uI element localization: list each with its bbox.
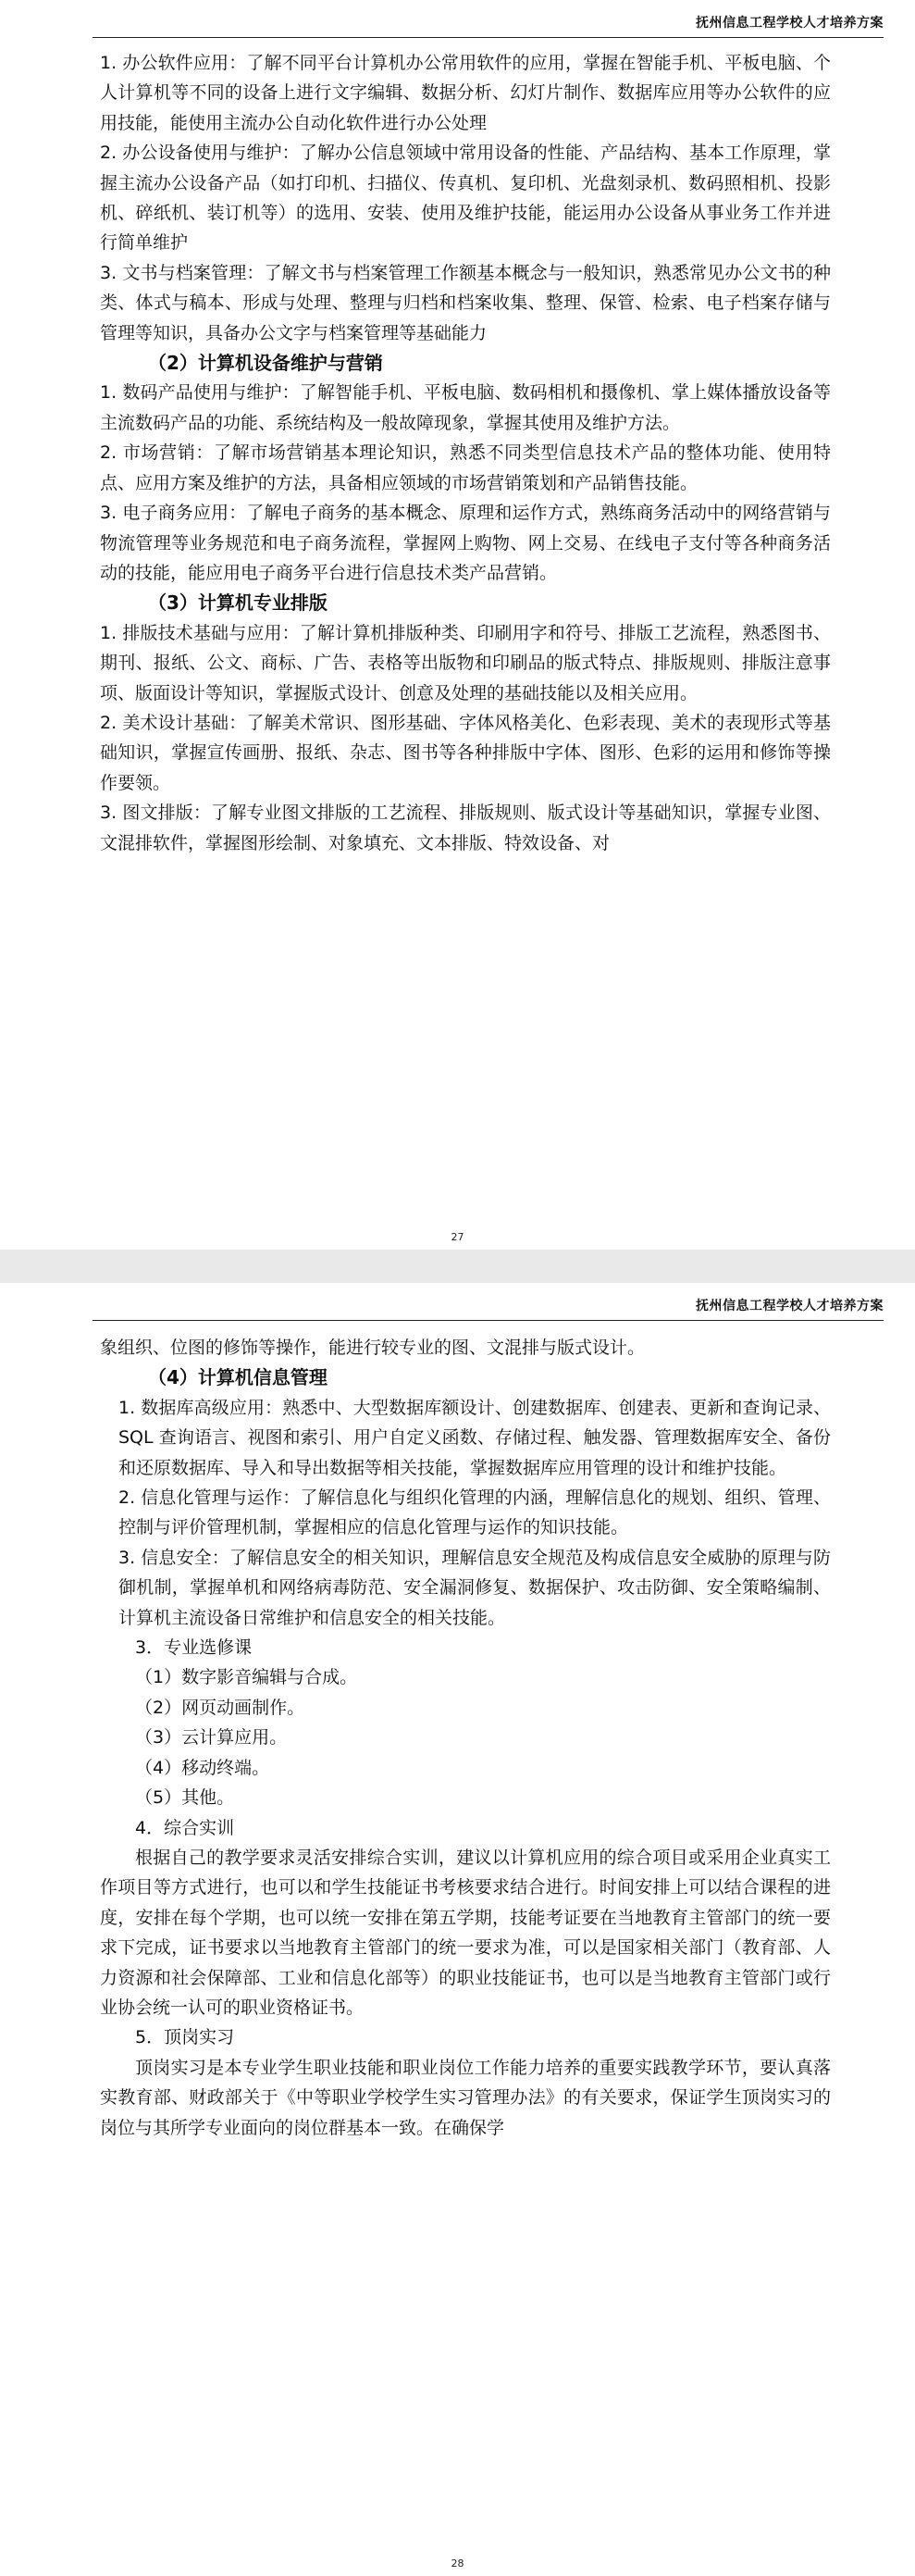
elective-item: （2）网页动画制作。 [135, 1697, 305, 1718]
page-content [100, 48, 831, 858]
document-page-28 [0, 1283, 915, 2576]
list-item: 3. 文书与档案管理：了解文书与档案管理工作额基本概念与一般知识，熟悉常见办公文书的种类、体式与稿本、形成与处理、整理与归档和档案收集、整理、保管、检索、电子档案存储与管理等知识，具备办公文字与档案管理等基础能力 [100, 262, 831, 343]
running-header: 抚州信息工程学校人才培养方案 [696, 16, 884, 31]
list-item: 2. 办公设备使用与维护：了解办公信息领域中常用设备的性能、产品结构、基本工作原理，掌握主流办公设备产品（如打印机、扫描仪、传真机、复印机、光盘刻录机、数码照相机、投影机、碎纸机、装订机等）的选用、安装、使用及维护技能，能运用办公设备从事业务工作并进行简单维护 [100, 143, 831, 254]
section-heading: （3）计算机专业排版 [148, 591, 328, 615]
page-content [100, 1333, 831, 2143]
document-page-27 [0, 0, 915, 1250]
list-item: 1. 排版技术基础与应用：了解计算机排版种类、印刷用字和符号、排版工艺流程，熟悉图书、期刊、报纸、公文、商标、广告、表格等出版物和印刷品的版式特点、排版规则、排版注意事项、版面设计等知识，掌握版式设计、创意及处理的基础技能以及相关应用。 [100, 622, 831, 703]
running-header: 抚州信息工程学校人才培养方案 [696, 1299, 884, 1313]
elective-item: （5）其他。 [135, 1787, 235, 1809]
list-item: 3. 电子商务应用：了解电子商务的基本概念、原理和运作方式，熟练商务活动中的网络营销与物流管理等业务规范和电子商务流程，掌握网上购物、网上交易、在线电子支付等各种商务活动的技能，能应用电子商务平台进行信息技术类产品营销。 [100, 503, 831, 583]
list-item: 3. 图文排版：了解专业图文排版的工艺流程、排版规则、版式设计等基础知识，掌握专业图、文混排软件，掌握图形绘制、对象填充、文本排版、特效设备、对 [100, 803, 831, 853]
page-number: 28 [451, 2557, 464, 2570]
list-item: 2. 美术设计基础：了解美术常识、图形基础、字体风格美化、色彩表现、美术的表现形式等基础知识，掌握宣传画册、报纸、杂志、图书等各种排版中字体、图形、色彩的运用和修饰等操作要领。 [100, 712, 831, 793]
elective-item: （3）云计算应用。 [135, 1727, 288, 1748]
subsection-heading: 5．顶岗实习 [135, 2027, 235, 2048]
list-item: 2. 信息化管理与运作：了解信息化与组织化管理的内涵，理解信息化的规划、组织、管理、控制与评价管理机制，掌握相应的信息化管理与运作的知识技能。 [118, 1487, 831, 1538]
subsection-heading: 3．专业选修课 [135, 1637, 253, 1659]
subsection-heading: 4．综合实训 [135, 1817, 235, 1838]
elective-item: （4）移动终端。 [135, 1757, 270, 1778]
list-item: 2. 市场营销：了解市场营销基本理论知识，熟悉不同类型信息技术产品的整体功能、使用特点、应用方案及维护的方法，具备相应领域的市场营销策划和产品销售技能。 [100, 442, 831, 493]
body-paragraph: 根据自己的教学要求灵活安排综合实训，建议以计算机应用的综合项目或采用企业真实工作项目等方式进行，也可以和学生技能证书考核要求结合进行。时间安排上可以结合课程的进度，安排在每个学期，也可以统一安排在第五学期，技能考证要在当地教育主管部门的统一要求下完成，证书要求以当地教育主管部门的统一要求为准，可以是国家相关部门（教育部、人力资源和社会保障部、工业和信息化部等）的职业技能证书，也可以是当地教育主管部门或行业协会统一认可的职业资格证书。 [100, 1847, 831, 2018]
list-item: 3. 信息安全：了解信息安全的相关知识，理解信息安全规范及构成信息安全威胁的原理与防御机制，掌握单机和网络病毒防范、安全漏洞修复、数据保护、攻击防御、安全策略编制、计算机主流设备日常维护和信息安全的相关技能。 [118, 1547, 831, 1628]
list-item: 1. 数据库高级应用：熟悉中、大型数据库额设计、创建数据库、创建表、更新和查询记录、SQL 查询语言、视图和索引、用户自定义函数、存储过程、触发器、管理数据库安全、备份和还原数据库、导入和导出数据等相关技能，掌握数据库应用管理的设计和维护技能。 [118, 1397, 831, 1478]
continuation-text: 象组织、位图的修饰等操作，能进行较专业的图、文混排与版式设计。 [100, 1338, 646, 1358]
body-paragraph: 顶岗实习是本专业学生职业技能和职业岗位工作能力培养的重要实践教学环节，要认真落实教育部、财政部关于《中等职业学校学生实习管理办法》的有关要求，保证学生顶岗实习的岗位与其所学专业面向的岗位群基本一致。在确保学 [100, 2057, 831, 2138]
elective-item: （1）数字影音编辑与合成。 [135, 1667, 358, 1688]
header-rule [93, 37, 884, 38]
section-heading: （4）计算机信息管理 [148, 1366, 328, 1389]
header-rule [93, 1320, 884, 1321]
page-number: 27 [451, 1231, 464, 1243]
section-heading: （2）计算机设备维护与营销 [148, 352, 383, 375]
list-item: 1. 办公软件应用：了解不同平台计算机办公常用软件的应用，掌握在智能手机、平板电脑、个人计算机等不同的设备上进行文字编辑、数据分析、幻灯片制作、数据库应用等办公软件的应用技能，能使用主流办公自动化软件进行办公处理 [100, 53, 831, 133]
list-item: 1. 数码产品使用与维护：了解智能手机、平板电脑、数码相机和摄像机、掌上媒体播放设备等主流数码产品的功能、系统结构及一般故障现象，掌握其使用及维护方法。 [100, 382, 831, 433]
